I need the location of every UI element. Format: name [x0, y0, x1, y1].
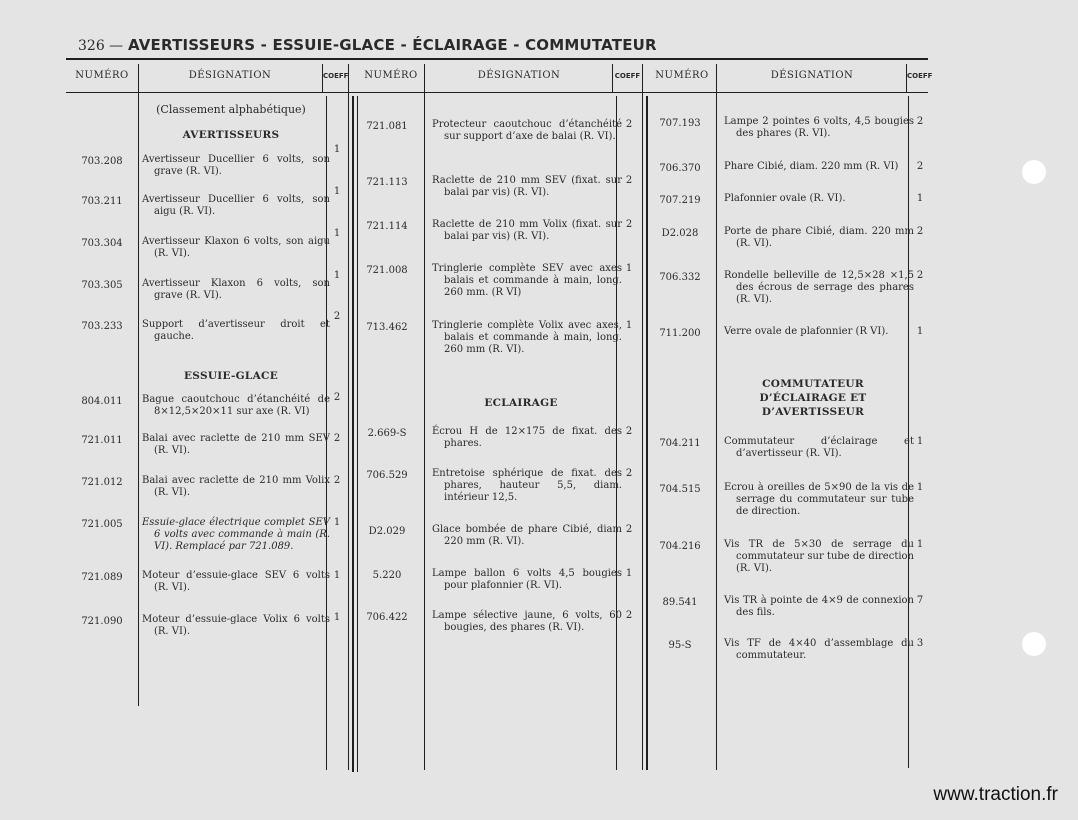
part-number: 704.216	[659, 541, 701, 552]
part-designation: Plafonnier ovale (R. VI).	[724, 193, 846, 204]
part-coefficient: 1	[333, 517, 341, 528]
part-coefficient: 2	[916, 270, 924, 281]
part-designation: Tringlerie complète SEV avec axes balais et commande à main, long. 260 mm. (R VI)	[432, 263, 622, 298]
part-number: 703.211	[81, 196, 123, 207]
col2-header-coeff: COEFF	[614, 72, 641, 80]
part-coefficient: 1	[625, 320, 633, 331]
part-number: 707.219	[659, 195, 701, 206]
part-designation: Avertisseur Ducellier 6 volts, son grave (R. VI).	[142, 154, 330, 177]
col1-header-coeff: COEFF	[323, 72, 349, 80]
part-number: 721.012	[81, 477, 123, 488]
part-designation: Raclette de 210 mm SEV (fixat. sur balai par vis) (R. VI).	[432, 175, 622, 198]
punch-hole	[1022, 160, 1046, 184]
part-designation: Moteur d’essuie-glace Volix 6 volts (R. VI).	[142, 614, 330, 637]
part-number: 721.011	[81, 435, 123, 446]
part-coefficient: 2	[333, 433, 341, 444]
part-coefficient: 2	[333, 311, 341, 322]
section-avertisseurs: AVERTISSEURS	[182, 129, 280, 141]
part-number: 721.113	[366, 177, 408, 188]
part-coefficient: 2	[625, 426, 633, 437]
col-divider	[424, 64, 425, 770]
part-coefficient: 2	[625, 610, 633, 621]
punch-hole	[1022, 632, 1046, 656]
part-designation: Rondelle belleville de 12,5×28 ×1,5 des écrous de serrage des phares (R. VI).	[724, 270, 914, 305]
part-designation: Vis TR à pointe de 4×9 de connexion des fils.	[724, 595, 914, 618]
part-number: 704.515	[659, 484, 701, 495]
part-coefficient: 1	[625, 568, 633, 579]
part-number: 721.008	[366, 265, 408, 276]
part-designation: Essuie-glace électrique complet SEV 6 volts avec commande à main (R. VI). Remplacé par 721.089.	[142, 517, 330, 552]
header-rule-bottom	[66, 92, 928, 93]
part-designation: Bague caoutchouc d’étanchéité de 8×12,5×20×11 sur axe (R. VI)	[142, 394, 330, 417]
part-coefficient: 1	[625, 263, 633, 274]
part-designation: Raclette de 210 mm Volix (fixat. sur balai par vis) (R. VI).	[432, 219, 622, 242]
part-coefficient: 7	[916, 595, 924, 606]
section-essuie-glace: ESSUIE-GLACE	[183, 370, 279, 382]
part-number: 704.211	[659, 438, 701, 449]
part-number: 5.220	[372, 570, 402, 581]
part-designation: Ecrou à oreilles de 5×90 de la vis de serrage du commutateur sur tube de direction.	[724, 482, 914, 517]
part-designation: Protecteur caoutchouc d’étanchéité sur support d’axe de balai (R. VI).	[432, 119, 622, 142]
part-number: 703.208	[81, 156, 123, 167]
site-watermark: www.traction.fr	[933, 784, 1058, 805]
part-number: 89.541	[662, 597, 698, 608]
part-number: 706.529	[366, 470, 408, 481]
part-designation: Moteur d’essuie-glace SEV 6 volts (R. VI).	[142, 570, 330, 593]
col2-header-numero: NUMÉRO	[364, 70, 418, 81]
col3-header-designation: DÉSIGNATION	[770, 70, 854, 81]
part-number: 706.370	[659, 163, 701, 174]
section-commutateur: COMMUTATEUR D’ÉCLAIRAGE ET D’AVERTISSEUR	[759, 378, 867, 418]
part-number: 2.669-S	[367, 428, 407, 439]
part-coefficient: 2	[625, 219, 633, 230]
part-coefficient: 1	[333, 186, 341, 197]
part-number: 703.305	[81, 280, 123, 291]
col-divider	[642, 64, 643, 770]
part-number: 711.200	[659, 328, 701, 339]
part-designation: Phare Cibié, diam. 220 mm (R. VI)	[724, 161, 899, 172]
part-designation: Verre ovale de plafonnier (R VI).	[724, 326, 889, 337]
part-number: 95-S	[668, 640, 692, 651]
part-coefficient: 2	[625, 524, 633, 535]
part-designation: Porte de phare Cibié, diam. 220 mm (R. VI).	[724, 226, 914, 249]
part-coefficient: 2	[625, 119, 633, 130]
part-designation: Lampe ballon 6 volts 4,5 bougies pour plafonnier (R. VI).	[432, 568, 622, 591]
part-number: 706.422	[366, 612, 408, 623]
part-number: D2.029	[368, 526, 406, 537]
col2-header-designation: DÉSIGNATION	[477, 70, 561, 81]
part-coefficient: 1	[333, 270, 341, 281]
header-rule-top	[66, 58, 928, 60]
part-number: D2.028	[661, 228, 699, 239]
part-number: 721.090	[81, 616, 123, 627]
part-designation: Commutateur d’éclairage et d’avertisseur (R. VI).	[724, 436, 914, 459]
part-designation: Lampe sélective jaune, 6 volts, 60 bougies, des phares (R. VI).	[432, 610, 622, 633]
part-coefficient: 1	[916, 539, 924, 550]
part-coefficient: 1	[333, 570, 341, 581]
part-designation: Support d’avertisseur droit et gauche.	[142, 319, 330, 342]
part-designation: Vis TR de 5×30 de serrage du commutateur sur tube de direction (R. VI).	[724, 539, 914, 574]
part-number: 721.114	[366, 221, 408, 232]
col1-header-numero: NUMÉRO	[75, 70, 129, 81]
part-coefficient: 3	[916, 638, 924, 649]
part-number: 706.332	[659, 272, 701, 283]
classification-subtitle: (Classement alphabétique)	[156, 103, 306, 116]
part-designation: Balai avec raclette de 210 mm Volix (R. VI).	[142, 475, 330, 498]
part-designation: Balai avec raclette de 210 mm SEV (R. VI).	[142, 433, 330, 456]
page-number: 326 —	[78, 38, 124, 54]
part-designation: Glace bombée de phare Cibié, diam 220 mm (R. VI).	[432, 524, 622, 547]
part-number: 721.005	[81, 519, 123, 530]
col3-header-coeff: COEFF	[907, 72, 933, 80]
part-coefficient: 2	[916, 116, 924, 127]
part-coefficient: 1	[916, 436, 924, 447]
part-designation: Avertisseur Ducellier 6 volts, son aigu (R. VI).	[142, 194, 330, 217]
col-divider	[352, 96, 354, 772]
part-coefficient: 2	[625, 175, 633, 186]
part-coefficient: 1	[333, 612, 341, 623]
part-coefficient: 1	[916, 193, 924, 204]
part-coefficient: 2	[625, 468, 633, 479]
part-coefficient: 1	[916, 482, 924, 493]
part-coefficient: 2	[916, 226, 924, 237]
col1-header-designation: DÉSIGNATION	[188, 70, 272, 81]
col3-header-numero: NUMÉRO	[655, 70, 709, 81]
col-divider	[348, 64, 349, 770]
part-number: 721.089	[81, 572, 123, 583]
part-coefficient: 1	[916, 326, 924, 337]
part-designation: Écrou H de 12×175 de fixat. des phares.	[432, 426, 622, 449]
part-coefficient: 1	[333, 144, 341, 155]
part-designation: Entretoise sphérique de fixat. des phares, hauteur 5,5, diam. intérieur 12,5.	[432, 468, 622, 503]
section-eclairage: ECLAIRAGE	[484, 397, 558, 409]
part-number: 703.233	[81, 321, 123, 332]
page-title: AVERTISSEURS - ESSUIE-GLACE - ÉCLAIRAGE - COMMUTATEUR	[127, 36, 657, 54]
part-coefficient: 1	[333, 228, 341, 239]
part-number: 707.193	[659, 118, 701, 129]
part-designation: Vis TF de 4×40 d’assemblage du commutateur.	[724, 638, 914, 661]
part-designation: Avertisseur Klaxon 6 volts, son grave (R. VI).	[142, 278, 330, 301]
part-number: 713.462	[366, 322, 408, 333]
part-coefficient: 2	[333, 392, 341, 403]
part-number: 721.081	[366, 121, 408, 132]
col-divider	[138, 64, 139, 706]
part-designation: Tringlerie complète Volix avec axes, balais et commande à main, long. 260 mm (R. VI).	[432, 320, 622, 355]
part-designation: Lampe 2 pointes 6 volts, 4,5 bougies des phares (R. VI).	[724, 116, 914, 139]
part-number: 804.011	[81, 396, 123, 407]
col-divider	[716, 64, 717, 770]
part-designation: Avertisseur Klaxon 6 volts, son aigu (R. VI).	[142, 236, 330, 259]
page-header	[78, 36, 657, 58]
part-coefficient: 2	[333, 475, 341, 486]
part-coefficient: 2	[916, 161, 924, 172]
part-number: 703.304	[81, 238, 123, 249]
